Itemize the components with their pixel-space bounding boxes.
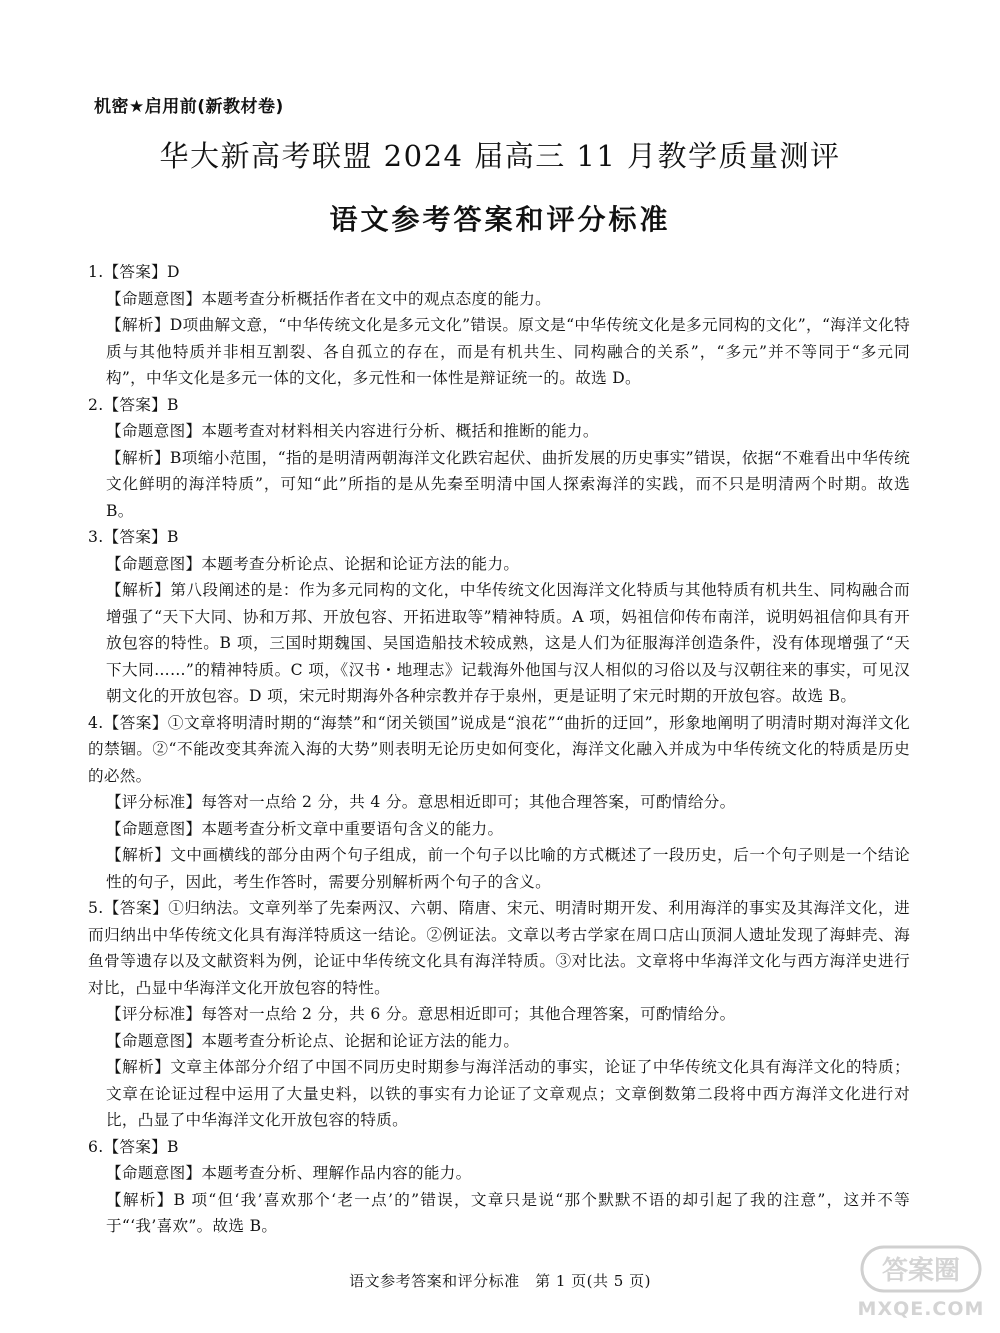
- page-subtitle: 语文参考答案和评分标准: [329, 203, 671, 236]
- intent-line: 【命题意图】本题考查对材料相关内容进行分析、概括和推断的能力。: [106, 422, 599, 440]
- answer-line: 2.【答案】B: [88, 395, 179, 414]
- watermark-logo-icon: [856, 1243, 986, 1323]
- question-1: [88, 259, 910, 392]
- analysis-line: 【解析】第八段阐述的是：作为多元同构的文化，中华传统文化因海洋文化特质与其他特质有机共生、同构融合而增强了“天下大同、协和万邦、开放包容、开拓进取等”精神特质。A 项，妈祖信仰传布南洋，说明妈祖信仰具有开放包容的特性。B 项，三国时期魏国、吴国造船技术较成熟，这是人们为征服海洋创造条件，没有体现增强了“天下大同……”的精神特质。C 项，《汉书・地理志》记载海外他国与汉人相似的习俗以及与汉朝往来的事实，可见汉朝文化的开放包容。D 项，宋元时期海外各种宗教并存于泉州，更是证明了宋元时期的开放包容。故选 B。: [106, 581, 910, 705]
- scoring-line: 【评分标准】每答对一点给 2 分，共 4 分。意思相近即可；其他合理答案，可酌情给分。: [106, 793, 736, 811]
- intent-line: 【命题意图】本题考查分析、理解作品内容的能力。: [106, 1164, 472, 1182]
- analysis-line: 【解析】文章主体部分介绍了中国不同历史时期参与海洋活动的事实，论证了中华传统文化具有海洋文化的特质；文章在论证过程中运用了大量史料，以铁的事实有力论证了文章观点；文章倒数第二段将中西方海洋文化进行对比，凸显了中华海洋文化开放包容的特质。: [106, 1058, 910, 1129]
- intent-line: 【命题意图】本题考查分析文章中重要语句含义的能力。: [106, 819, 504, 838]
- confidential-label: 机密★启用前(新教材卷): [94, 97, 284, 117]
- analysis-line: 【解析】文中画横线的部分由两个句子组成，前一个句子以比喻的方式概述了一段历史，后一个句子则是一个结论性的句子，因此，考生作答时，需要分别解析两个句子的含义。: [106, 846, 910, 891]
- answer-line: 4.【答案】①文章将明清时期的“海禁”和“闭关锁国”说成是“浪花”“曲折的迂回”，形象地阐明了明清时期对海洋文化的禁锢。②“不能改变其奔流入海的大势”则表明无论历史如何变化，海洋文化融入并成为中华传统文化的特质是历史的必然。: [88, 713, 910, 785]
- answer-line: 6.【答案】B: [88, 1137, 179, 1156]
- svg-text:答案圈: 答案圈: [881, 1256, 961, 1286]
- question-2: [88, 392, 910, 525]
- intent-line: 【命题意图】本题考查分析论点、论据和论证方法的能力。: [106, 1031, 520, 1050]
- analysis-line: 【解析】D项曲解文意，“中华传统文化是多元文化”错误。原文是“中华传统文化是多元同构的文化”，“海洋文化特质与其他特质并非相互割裂、各自孤立的存在，而是有机共生、同构融合的关系”，“多元”并不等同于“多元同构”，中华文化是多元一体的文化，多元性和一体性是辩证统一的。故选 D。: [106, 316, 910, 387]
- question-5: [88, 895, 910, 1134]
- svg-text:MXQE.COM: MXQE.COM: [857, 1298, 985, 1320]
- answer-line: 3.【答案】B: [88, 528, 179, 546]
- answer-content: [88, 259, 910, 1240]
- analysis-line: 【解析】B 项“但‘我’喜欢那个‘老一点’的”错误，文章只是说“那个默默不语的却引起了我的注意”，这并不等于“‘我’喜欢”。故选 B。: [106, 1190, 910, 1235]
- question-3: [88, 524, 910, 710]
- page-title: 华大新高考联盟 2024 届高三 11 月教学质量测评: [159, 139, 841, 173]
- intent-line: 【命题意图】本题考查分析概括作者在文中的观点态度的能力。: [106, 289, 552, 308]
- intent-line: 【命题意图】本题考查分析论点、论据和论证方法的能力。: [106, 554, 520, 573]
- scoring-line: 【评分标准】每答对一点给 2 分，共 6 分。意思相近即可；其他合理答案，可酌情给分。: [106, 1005, 736, 1023]
- analysis-line: 【解析】B项缩小范围，“指的是明清两朝海洋文化跌宕起伏、曲折发展的历史事实”错误，依据“不难看出中华传统文化鲜明的海洋特质”，可知“此”所指的是从先秦至明清中国人探索海洋的实践，而不只是明清两个时期。故选 B。: [106, 448, 910, 520]
- question-6: [88, 1134, 910, 1240]
- page-footer: 语文参考答案和评分标准 第 1 页(共 5 页): [349, 1272, 651, 1290]
- answer-line: 5.【答案】①归纳法。文章列举了先秦两汉、六朝、隋唐、宋元、明清时期开发、利用海洋的事实及其海洋文化，进而归纳出中华传统文化具有海洋特质这一结论。②例证法。文章以考古学家在周口店山顶洞人遗址发现了海蚌壳、海鱼骨等遗存以及文献资料为例，论证中华传统文化具有海洋特质。③对比法。文章将中华海洋文化与西方海洋史进行对比，凸显中华海洋文化开放包容的特性。: [88, 899, 910, 997]
- answer-line: 1.【答案】D: [88, 263, 180, 281]
- question-4: [88, 710, 910, 896]
